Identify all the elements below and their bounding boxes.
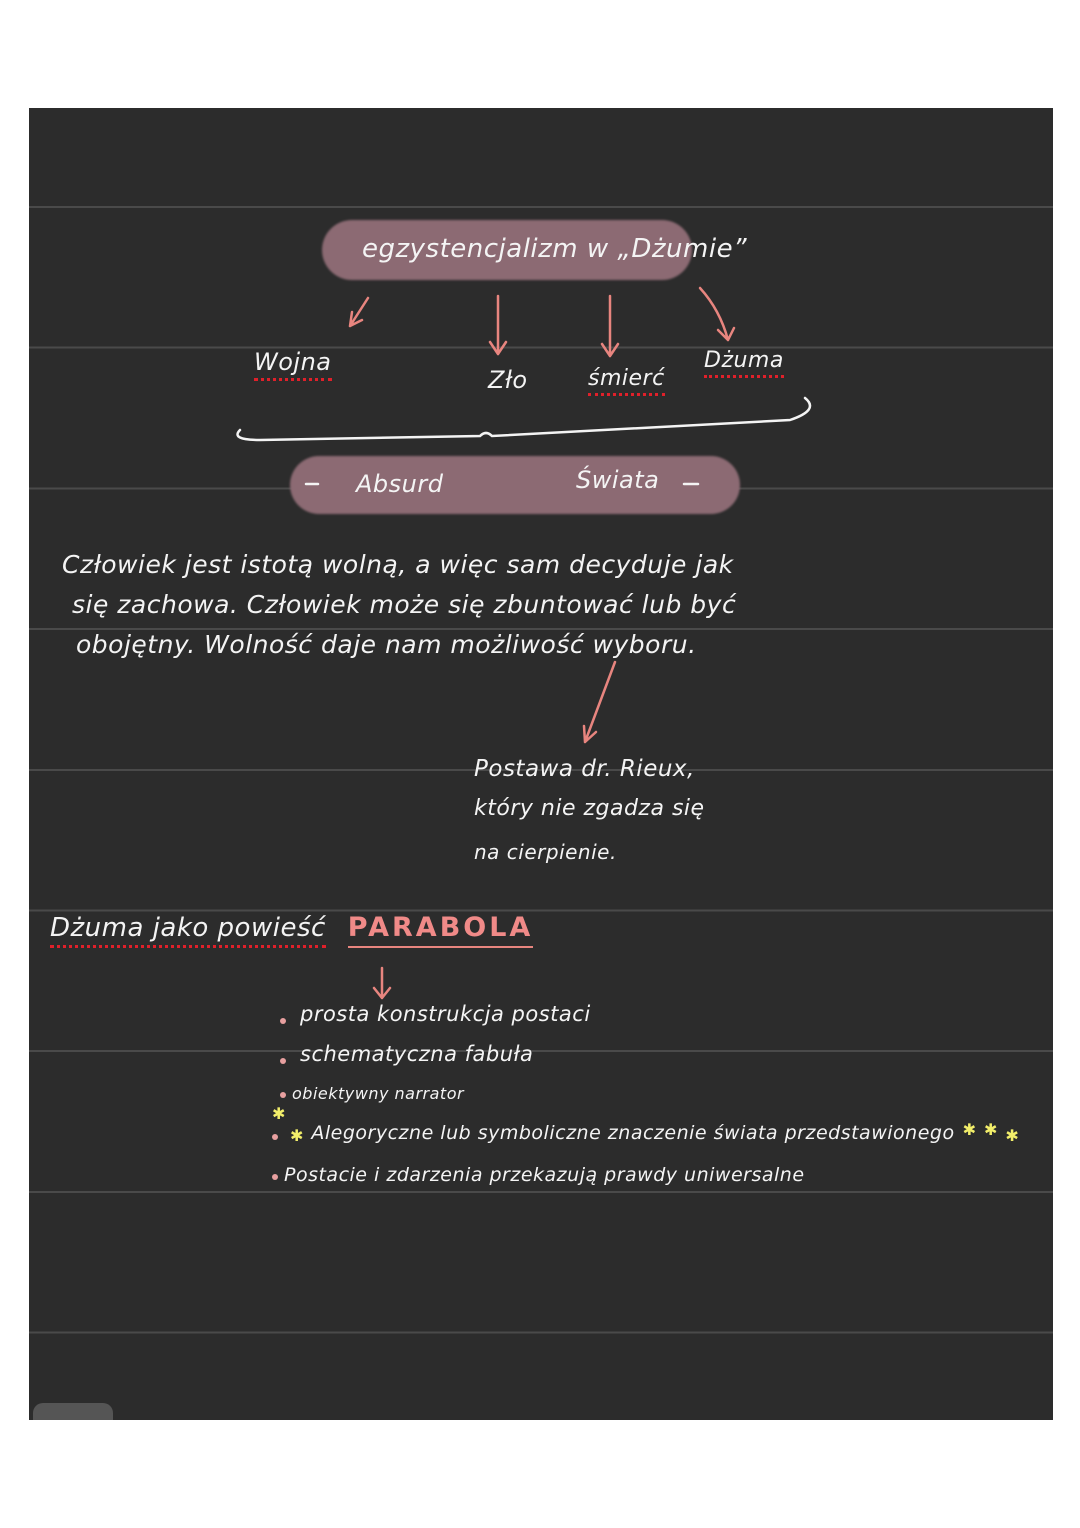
bullet-4-row — [290, 1122, 1019, 1144]
bullet-dot — [280, 1018, 286, 1024]
scrollbar[interactable] — [33, 1403, 113, 1420]
bullet-2: schematyczna fabuła — [300, 1042, 534, 1066]
star-icon: ✱ — [983, 1120, 998, 1139]
bullet-dot — [280, 1092, 286, 1098]
star-icon: ✱ — [290, 1126, 304, 1145]
branch-zlo: Zło — [488, 366, 528, 394]
paragraph-line-1: Człowiek jest istotą wolną, a więc sam decyduje jak — [62, 550, 734, 579]
bullet-dot — [280, 1058, 286, 1064]
branch-smierc: śmierć — [588, 366, 665, 396]
bullet-1: prosta konstrukcja postaci — [300, 1002, 591, 1026]
branch-wojna: Wojna — [254, 348, 332, 381]
result-swiata: Świata — [576, 466, 660, 494]
star-icon: ✱ — [272, 1104, 286, 1123]
parabola-heading: Dżuma jako powieść — [50, 913, 326, 948]
parabola-highlight: PARABOLA — [348, 912, 534, 948]
diagram-title: egzystencjalizm w „Dżumie” — [362, 234, 748, 264]
bullet-dot — [272, 1134, 278, 1140]
star-icon: ✱ — [962, 1120, 976, 1139]
rieux-line-2: który nie zgadza się — [474, 796, 705, 821]
result-absurd: Absurd — [356, 470, 444, 498]
branch-dzuma: Dżuma — [704, 348, 784, 378]
parabola-heading-row — [50, 912, 533, 948]
rieux-line-3: na cierpienie. — [474, 840, 617, 864]
bullet-4: Alegoryczne lub symboliczne znaczenie świata przedstawionego — [311, 1122, 955, 1144]
star-icon: ✱ — [1005, 1126, 1019, 1145]
paragraph-line-2: się zachowa. Człowiek może się zbuntować lub być — [72, 590, 737, 619]
bullet-dot — [272, 1174, 278, 1180]
bullet-5: Postacie i zdarzenia przekazują prawdy uniwersalne — [284, 1164, 805, 1186]
paragraph-line-3: obojętny. Wolność daje nam możliwość wyboru. — [76, 630, 697, 659]
bullet-3: obiektywny narrator — [292, 1084, 465, 1103]
rieux-line-1: Postawa dr. Rieux, — [474, 756, 695, 782]
